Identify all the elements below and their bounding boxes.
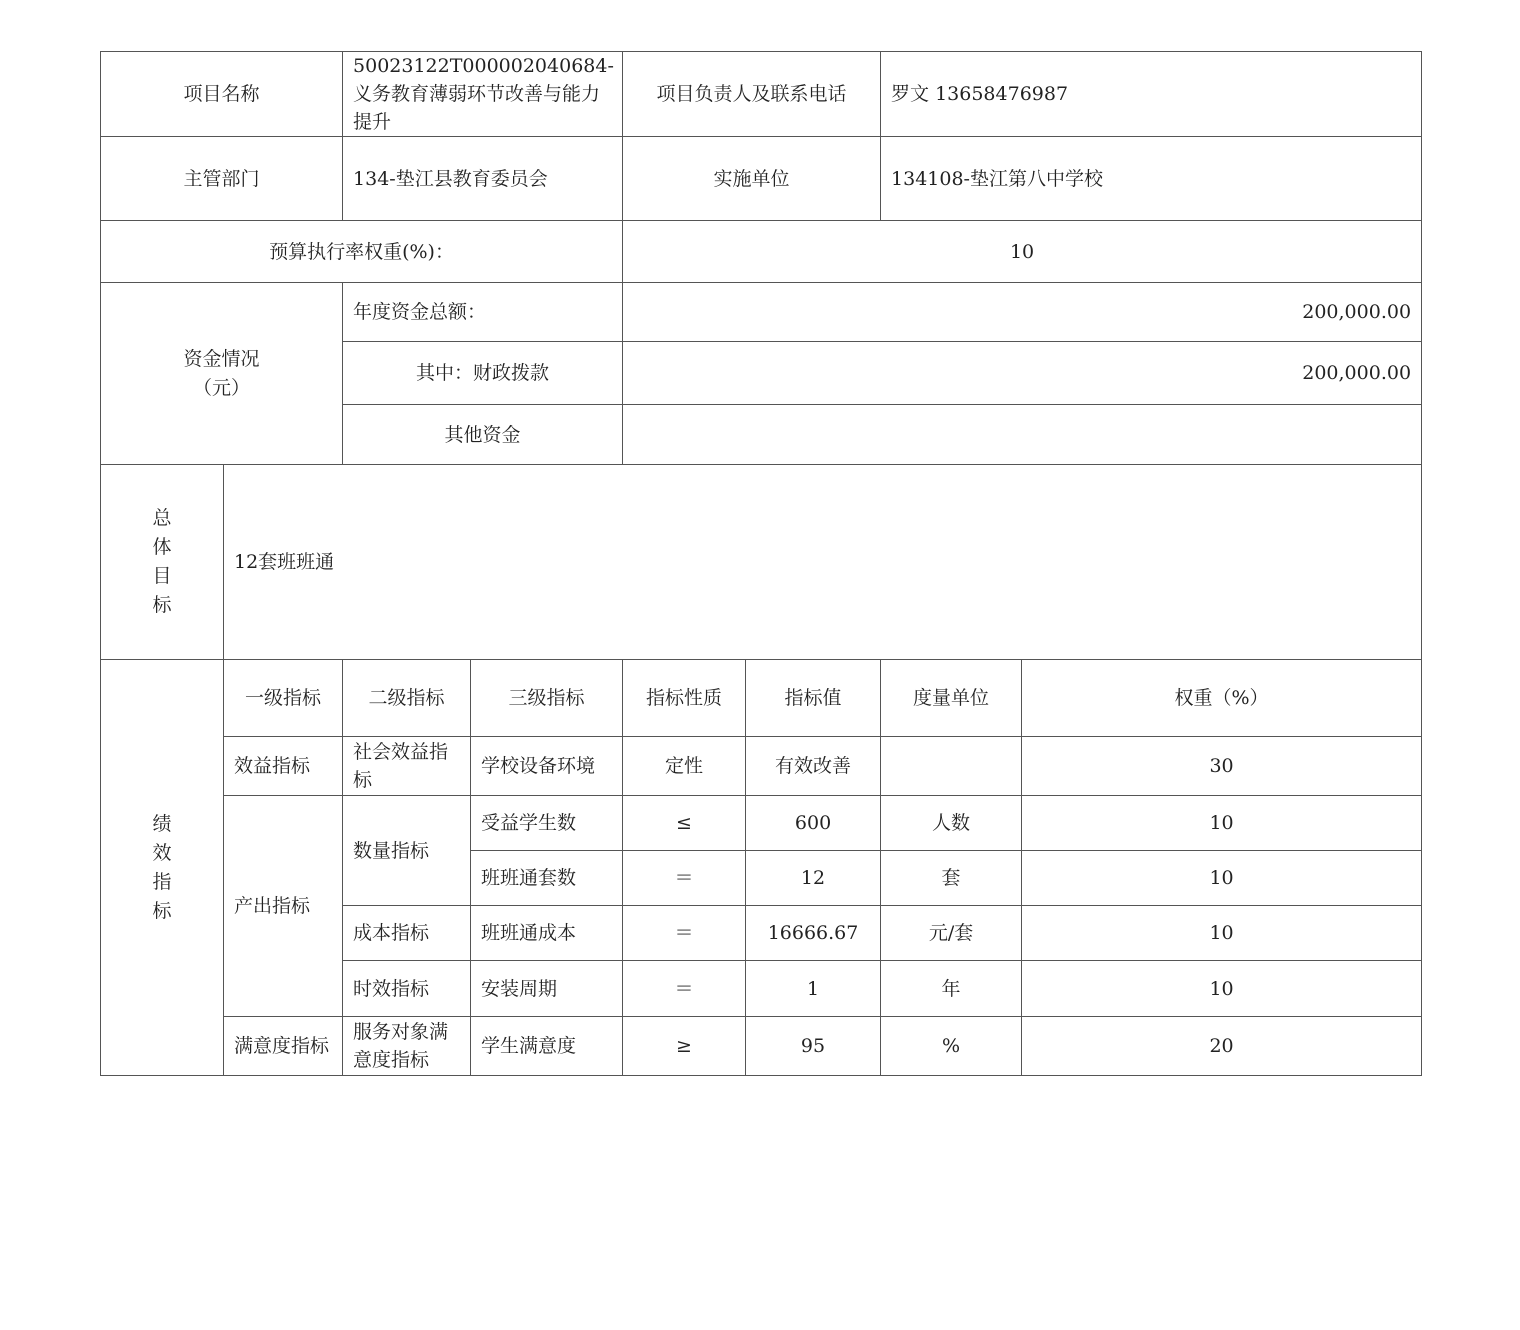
overall-goal-label: 总体目标 <box>152 507 172 616</box>
project-name-label: 项目名称 <box>101 52 343 137</box>
value-cell: 600 <box>746 796 881 851</box>
level2-cost: 成本指标 <box>343 906 471 961</box>
level3-cell: 班班通套数 <box>471 851 623 906</box>
level1-output: 产出指标 <box>224 796 343 1017</box>
header-value: 指标值 <box>746 660 881 737</box>
table-row <box>101 737 1422 796</box>
funds-label-cell <box>101 283 343 465</box>
performance-target-table <box>100 51 1422 1076</box>
level2-service: 服务对象满意度指标 <box>343 1017 471 1076</box>
performance-label-cell <box>101 660 224 1076</box>
budget-weight-label: 预算执行率权重(%)： <box>101 221 623 283</box>
nature-cell: ＝ <box>623 906 746 961</box>
value-cell: 12 <box>746 851 881 906</box>
unit-cell: % <box>881 1017 1022 1076</box>
overall-goal-row <box>101 465 1422 660</box>
header-level3: 三级指标 <box>471 660 623 737</box>
level3-cell: 学校设备环境 <box>471 737 623 796</box>
value-cell: 95 <box>746 1017 881 1076</box>
funds-total-row <box>101 283 1422 342</box>
project-manager-value: 罗文 13658476987 <box>881 52 1422 137</box>
header-level1: 一级指标 <box>224 660 343 737</box>
funds-other-label: 其他资金 <box>343 405 623 465</box>
funds-total-value: 200,000.00 <box>623 283 1422 342</box>
value-cell: 16666.67 <box>746 906 881 961</box>
weight-cell: 30 <box>1022 737 1422 796</box>
level1-satisfaction: 满意度指标 <box>224 1017 343 1076</box>
weight-cell: 10 <box>1022 961 1422 1017</box>
funds-fiscal-label: 其中：财政拨款 <box>343 342 623 405</box>
department-label: 主管部门 <box>101 137 343 221</box>
header-level2: 二级指标 <box>343 660 471 737</box>
level2-social: 社会效益指标 <box>343 737 471 796</box>
project-name-row <box>101 52 1422 137</box>
header-unit: 度量单位 <box>881 660 1022 737</box>
weight-cell: 10 <box>1022 906 1422 961</box>
level3-cell: 学生满意度 <box>471 1017 623 1076</box>
implementing-unit-value: 134108-垫江第八中学校 <box>881 137 1422 221</box>
project-manager-label: 项目负责人及联系电话 <box>623 52 881 137</box>
department-value: 134-垫江县教育委员会 <box>343 137 623 221</box>
nature-cell: 定性 <box>623 737 746 796</box>
unit-cell: 套 <box>881 851 1022 906</box>
weight-cell: 20 <box>1022 1017 1422 1076</box>
overall-goal-label-cell <box>101 465 224 660</box>
level1-benefit: 效益指标 <box>224 737 343 796</box>
funds-label: 资金情况（元） <box>183 347 260 399</box>
unit-cell <box>881 737 1022 796</box>
nature-cell: ＝ <box>623 961 746 1017</box>
unit-cell: 人数 <box>881 796 1022 851</box>
header-weight: 权重（%） <box>1022 660 1422 737</box>
level3-cell: 受益学生数 <box>471 796 623 851</box>
level3-cell: 安装周期 <box>471 961 623 1017</box>
funds-fiscal-value: 200,000.00 <box>623 342 1422 405</box>
implementing-unit-label: 实施单位 <box>623 137 881 221</box>
weight-cell: 10 <box>1022 851 1422 906</box>
level3-cell: 班班通成本 <box>471 906 623 961</box>
level2-timeliness: 时效指标 <box>343 961 471 1017</box>
performance-label: 绩效指标 <box>152 812 172 922</box>
budget-weight-row <box>101 221 1422 283</box>
budget-weight-value: 10 <box>623 221 1422 283</box>
overall-goal-value: 12套班班通 <box>224 465 1422 660</box>
table-row <box>101 1017 1422 1076</box>
header-nature: 指标性质 <box>623 660 746 737</box>
nature-cell: ≥ <box>623 1017 746 1076</box>
level2-quantity: 数量指标 <box>343 796 471 906</box>
value-cell: 1 <box>746 961 881 1017</box>
unit-cell: 元/套 <box>881 906 1022 961</box>
nature-cell: ＝ <box>623 851 746 906</box>
performance-header-row <box>101 660 1422 737</box>
funds-total-label: 年度资金总额： <box>343 283 623 342</box>
weight-cell: 10 <box>1022 796 1422 851</box>
table-row <box>101 796 1422 851</box>
nature-cell: ≤ <box>623 796 746 851</box>
project-name-value: 50023122T000002040684-义务教育薄弱环节改善与能力提升 <box>343 52 623 137</box>
value-cell: 有效改善 <box>746 737 881 796</box>
unit-cell: 年 <box>881 961 1022 1017</box>
funds-other-value <box>623 405 1422 465</box>
department-row <box>101 137 1422 221</box>
